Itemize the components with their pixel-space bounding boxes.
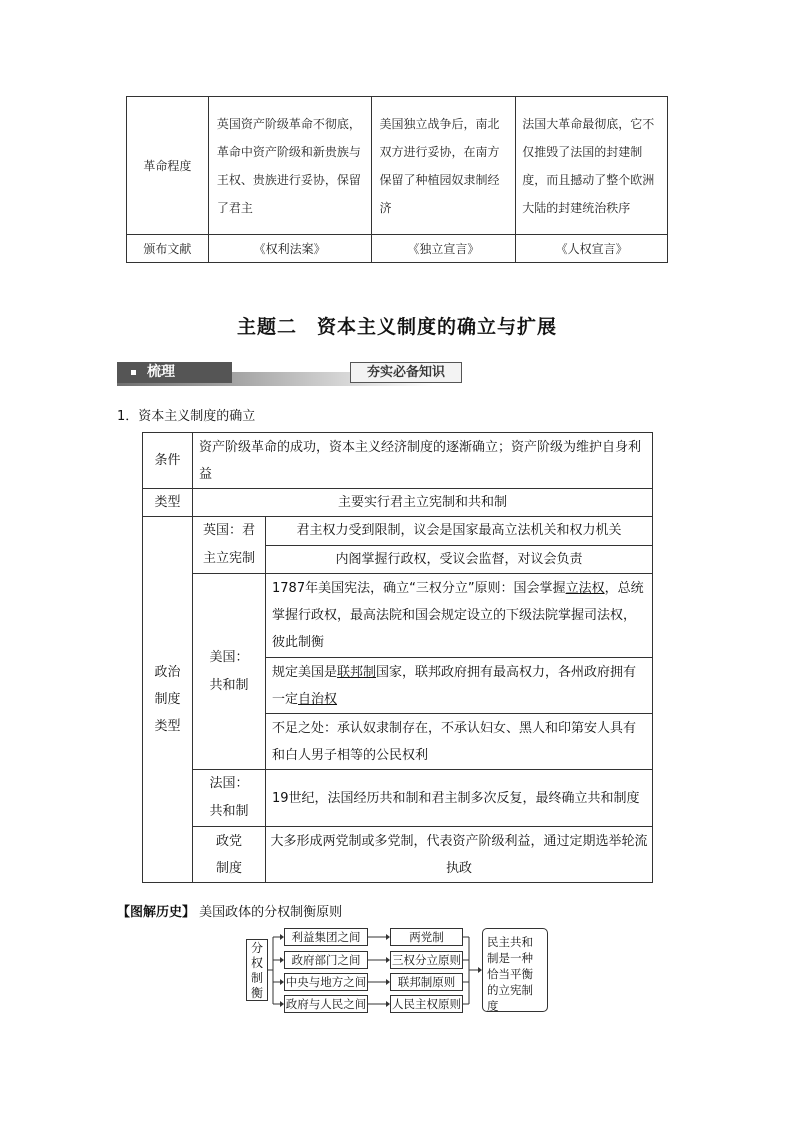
conclusion-node: 民主共和制是一种恰当平衡的立宪制度: [482, 928, 548, 1012]
principle-node-4: 人民主权原则: [392, 997, 461, 1011]
label-france: [193, 770, 266, 827]
bar-left-text: 梳理: [147, 364, 175, 380]
bar-label-left: [117, 362, 232, 383]
usa-label-text: 美国：共和制: [209, 649, 249, 693]
bar-label-right: 夯实必备知识: [350, 362, 462, 383]
table-row-degree: [127, 97, 668, 235]
table-row-document: [127, 235, 668, 263]
caption-text: 美国政体的分权制衡原则: [199, 905, 343, 920]
cell-america-degree: 美国独立战争后，南北双方进行妥协，在南方保留了种植园奴隶制经济: [371, 97, 516, 235]
england-label-text: 英国：君主立宪制: [202, 523, 255, 566]
cell-england-degree: 英国资产阶级革命不彻底，革命中资产阶级和新贵族与王权、贵族进行妥协，保留了君主: [208, 97, 371, 235]
table-row-condition: [143, 433, 653, 489]
root-text: 分权制衡: [250, 941, 263, 1000]
root-node: [246, 939, 268, 1001]
table-row-england-1: [143, 517, 653, 546]
usa-item-1: [266, 574, 653, 658]
france-label-text: 法国：共和制: [209, 776, 249, 819]
label-political-system: [143, 517, 193, 883]
federal-system: 联邦制: [337, 664, 377, 680]
principle-node-2: 三权分立原则: [392, 953, 461, 967]
diagram-caption: [117, 901, 342, 920]
section-heading: 主题二 资本主义制度的确立与扩展: [236, 316, 557, 338]
row-label-degree: 革命程度: [127, 97, 209, 235]
square-bullet-icon: [131, 370, 136, 375]
principle-node-1: 两党制: [390, 928, 463, 946]
caption-tag: 【图解历史】: [117, 905, 196, 920]
legislative-power: 立法权: [565, 581, 605, 596]
relation-node-4: 政府与人民之间: [285, 997, 367, 1011]
usa-item-2: [266, 658, 653, 714]
cell-france-document: 《人权宣言》: [516, 235, 668, 263]
text-party: 大多形成两党制或多党制，代表资产阶级利益，通过定期选举轮流执政: [266, 827, 653, 883]
table-row-france: [143, 770, 653, 827]
label-type: 类型: [143, 489, 193, 517]
cell-america-document: 《独立宣言》: [371, 235, 516, 263]
separation-of-powers-diagram: [246, 925, 550, 1015]
france-text: 19世纪，法国经历共和制和君主制多次反复，最终确立共和制度: [266, 770, 653, 827]
subheading: 1．资本主义制度的确立: [117, 409, 256, 424]
usa-item-2-b: 国家，联邦政府拥有最高权力，各州政府拥有一定: [272, 664, 637, 707]
table-row-usa-1: [143, 574, 653, 658]
table-row-type: [143, 489, 653, 517]
label-usa: [193, 574, 266, 770]
relation-node-3: 中央与地方之间: [285, 975, 367, 989]
usa-item-1-a: 1787年美国宪法，确立“三权分立”原则：国会掌握: [272, 581, 566, 596]
label-england: [193, 517, 266, 574]
capitalist-system-table: [142, 432, 653, 883]
usa-item-1-b: ，总统掌握行政权，最高法院和国会规定设立的下级法院掌握司法权，彼此制衡: [272, 581, 644, 650]
text-condition: 资产阶级革命的成功，资本主义经济制度的逐渐确立；资产阶级为维护自身利益: [193, 433, 653, 489]
england-item-1: 君主权力受到限制，议会是国家最高立法机关和权力机关: [266, 517, 653, 546]
party-label-text: 政党制度: [215, 833, 242, 876]
usa-item-2-a: 规定美国是: [272, 664, 338, 680]
relation-node-2: 政府部门之间: [284, 951, 368, 969]
section-bar: [117, 362, 445, 386]
political-label-text: 政治制度类型: [154, 665, 181, 734]
cell-france-degree: 法国大革命最彻底，它不仅推毁了法国的封建制度，而且撼动了整个欧洲大陆的封建统治秩序: [516, 97, 668, 235]
england-item-2: 内阁掌握行政权，受议会监督，对议会负责: [266, 545, 653, 574]
table-row-party: [143, 827, 653, 883]
principle-node-3: 联邦制原则: [390, 973, 463, 991]
text-type: 主要实行君主立宪制和共和制: [193, 489, 653, 517]
usa-item-3: 不足之处：承认奴隶制存在，不承认妇女、黑人和印第安人具有和白人男子相等的公民权利: [266, 714, 653, 770]
label-condition: 条件: [143, 433, 193, 489]
row-label-document: 颁布文献: [127, 235, 209, 263]
autonomy: 自治权: [298, 691, 338, 707]
cell-england-document: 《权利法案》: [208, 235, 371, 263]
comparison-table: [126, 96, 668, 263]
relation-node-1: 利益集团之间: [284, 928, 368, 946]
label-party: [193, 827, 266, 883]
